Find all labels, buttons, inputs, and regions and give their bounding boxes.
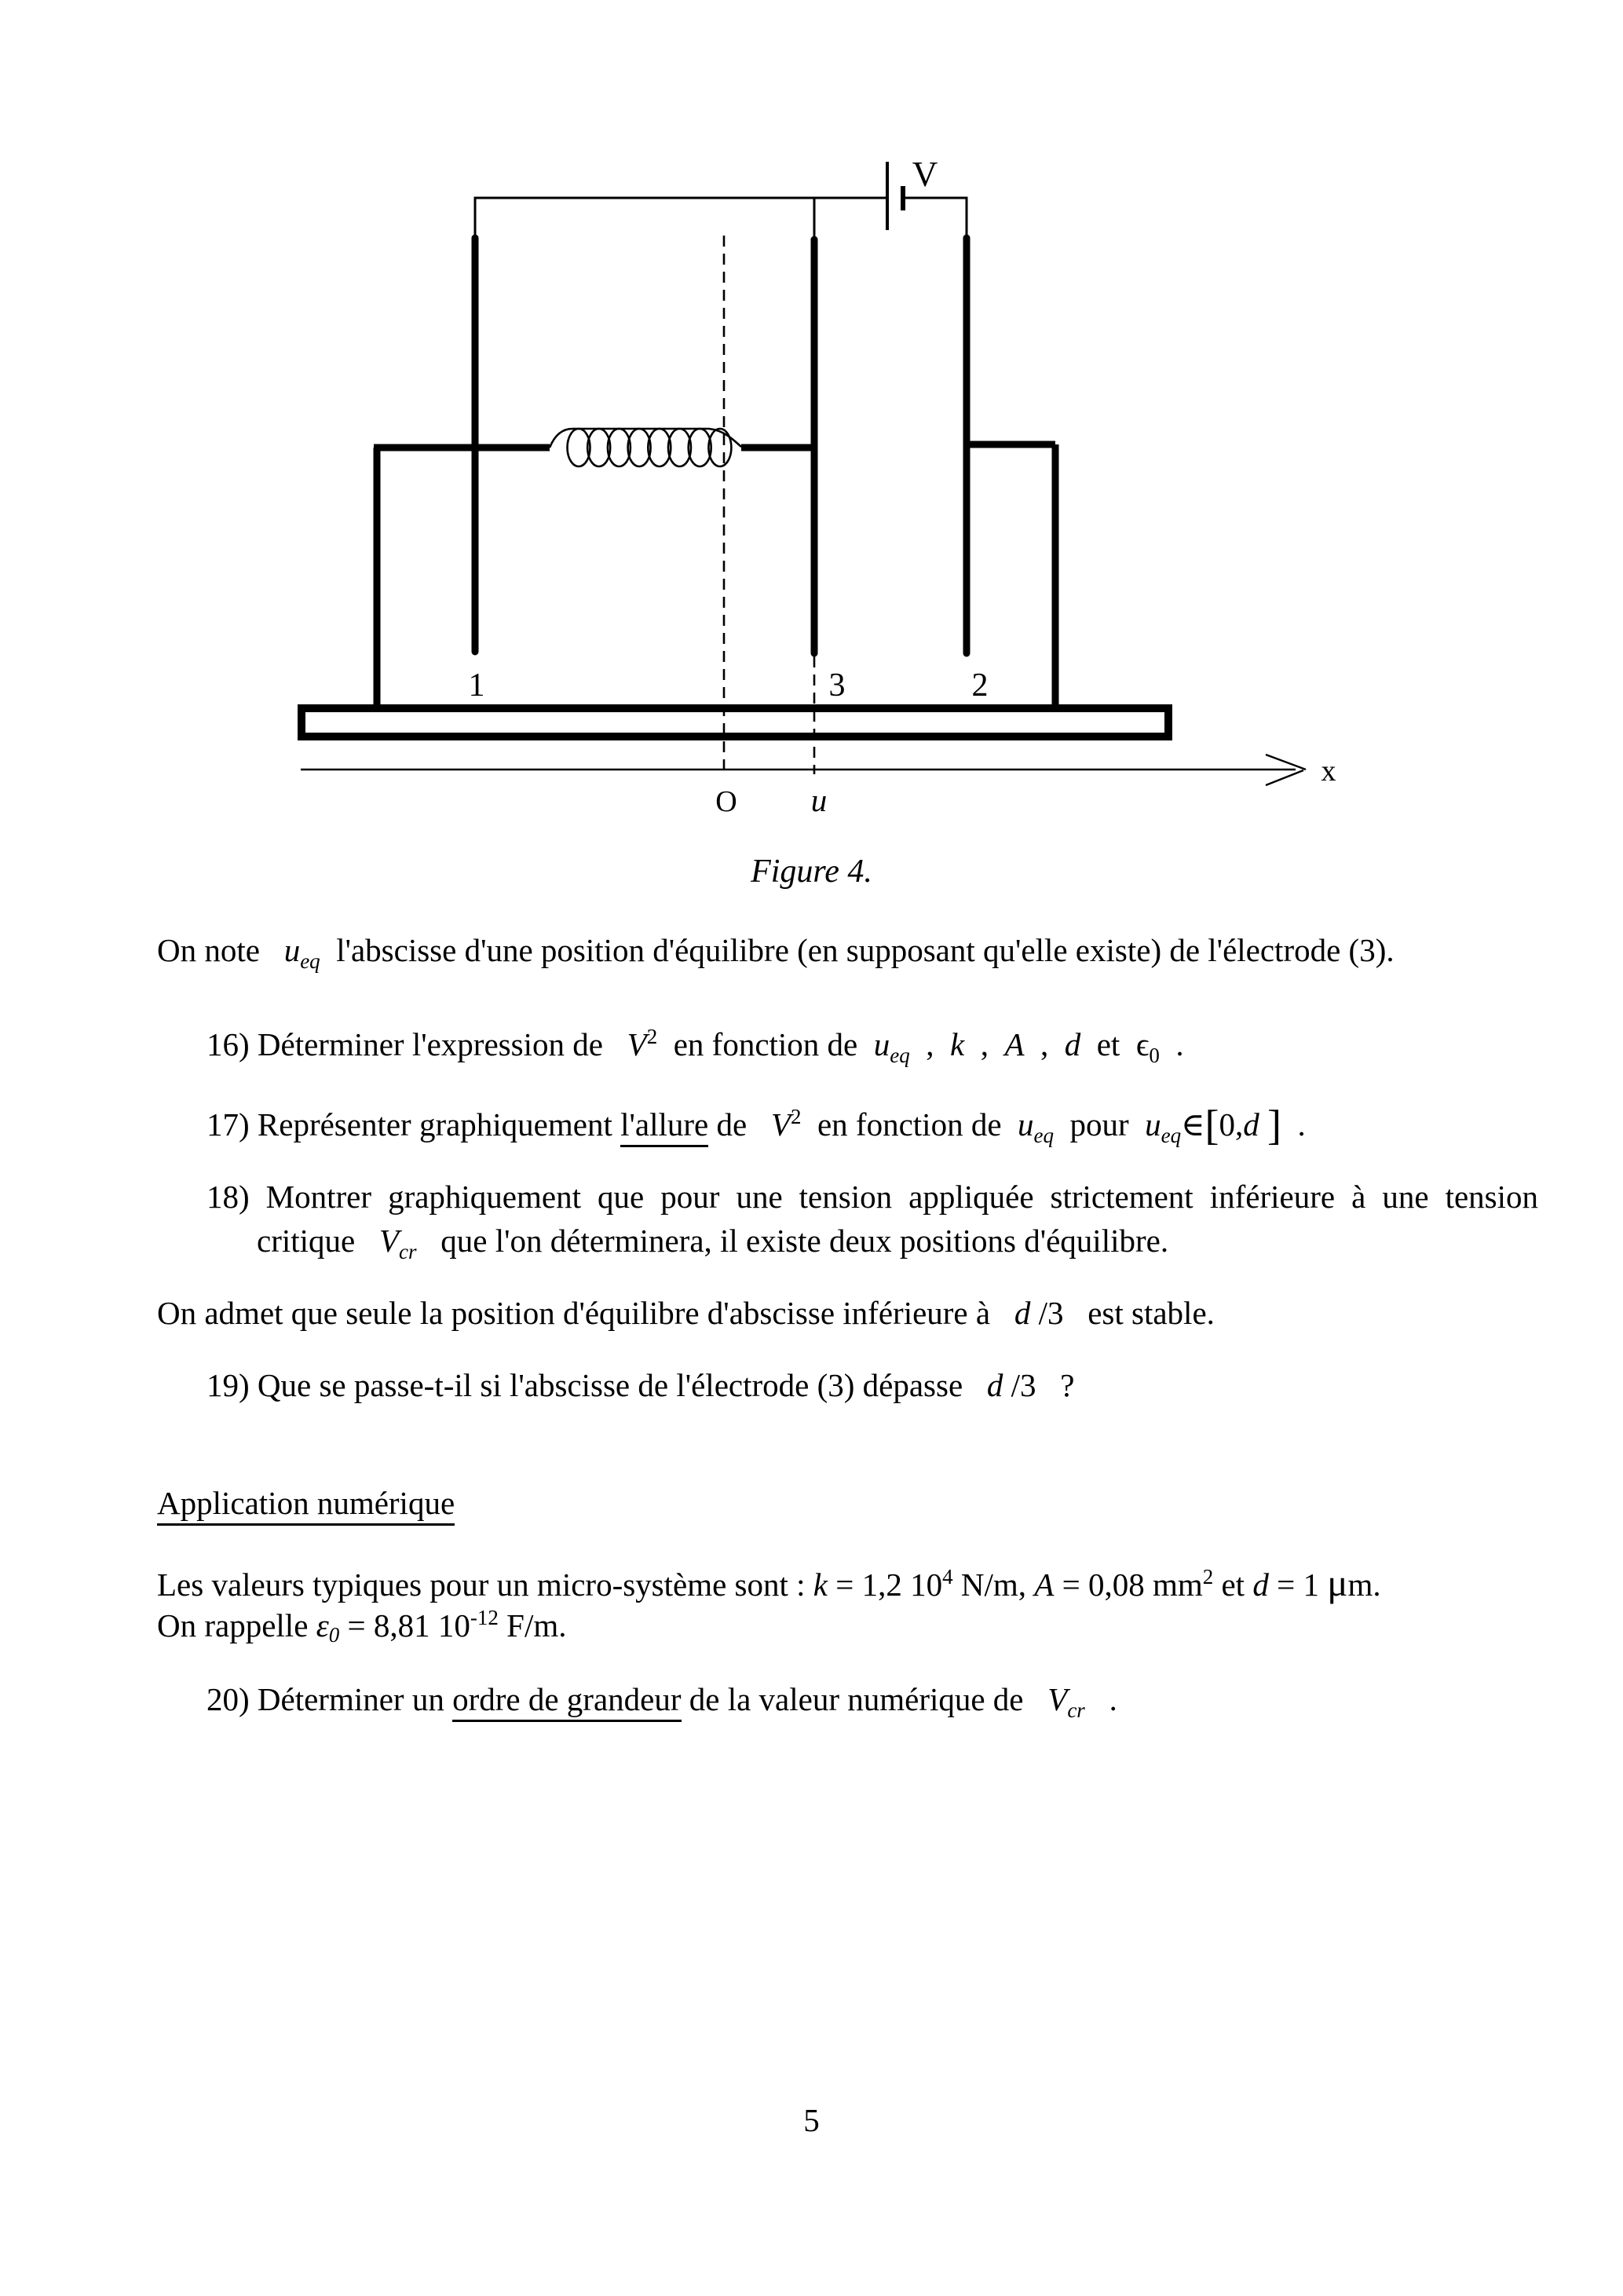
page-number: 5 [803,2102,820,2138]
paragraph-q20: 20) Déterminer un ordre de grandeur de la valeur numérique de $V_{cr}$ . [207,1681,1117,1722]
paragraph-valeurs-1: Les valeurs typiques pour un micro-système sont : k = 1,2 $10^4$ N/m, A = 0,08 $mm^2$ et d = 1 μm. [157,1561,1381,1604]
paragraph-valeurs-2: On rappelle ε0 = 8,81 $10^{-12}$ F/m. [157,1606,567,1647]
paragraph-q19: 19) Que se passe-t-il si l'abscisse de l'électrode (3) dépasse d /3 ? [207,1367,1075,1403]
paragraph-q17: 17) Représenter graphiquement l'allure de $V^2$ en fonction de $u_{eq}$ pour $u_{eq}\in[0,d$ ] . [207,1102,1306,1149]
paragraph-q18: 18) Montrer graphiquement que pour une tension appliquée strictement inférieure à une tension critique $V_{cr}$ que l'on déterminera, il existe deux positions d'équilibre. [207,1179,1538,1263]
circuit-wires [475,198,967,240]
paragraph-note-ueq: On note $u_{eq}$ l'abscisse d'une position d'équilibre (en supposant qu'elle existe) de l'électrode (3). [157,932,1395,973]
x-axis [301,755,1306,785]
electrode-2-label: 2 [971,667,989,704]
battery-voltage-label: V [912,155,938,194]
origin-label: O [715,785,737,818]
displacement-label: u [810,782,828,818]
spring-icon [550,429,741,466]
paragraph-heading-application: Application numérique [157,1481,1492,1525]
figure-4-schematic [0,0,1623,844]
dashed-reference-lines [724,236,814,774]
paragraph-q16: 16) Déterminer l'expression de $V^2$ en fonction de $u_{eq}$ , k , A , d et $\epsilon_0$ . [207,1025,1184,1067]
figure-caption: Figure 4. [751,854,872,890]
electrode-3-label: 3 [828,667,846,704]
paragraph-admet: On admet que seule la position d'équilibre d'abscisse inférieure à d /3 est stable. [157,1295,1215,1331]
x-axis-label: x [1321,755,1336,788]
base-plate [302,708,1168,737]
electrode-1-label: 1 [468,667,485,704]
battery-icon [887,162,903,230]
